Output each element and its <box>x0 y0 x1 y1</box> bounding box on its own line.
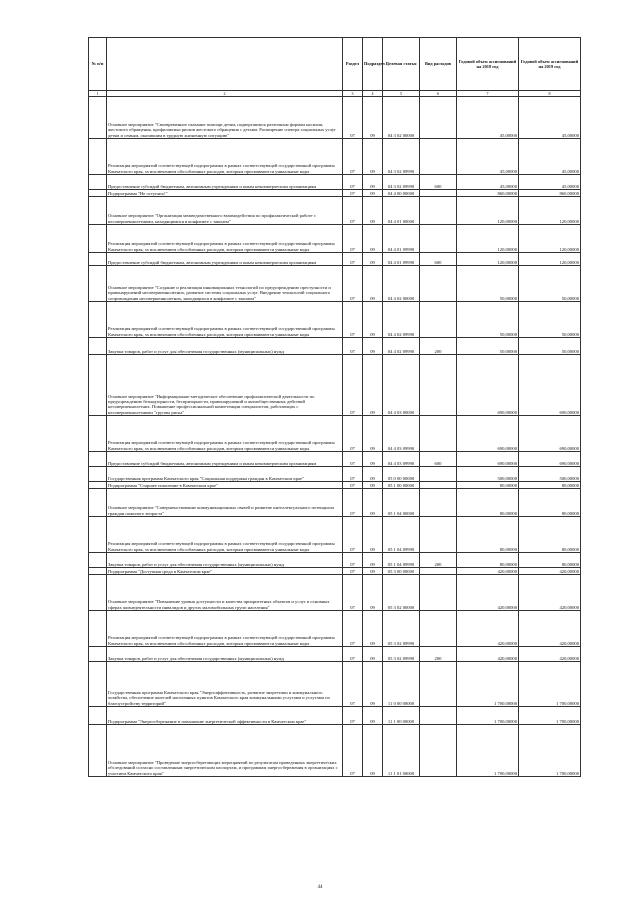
row-number <box>89 253 107 266</box>
row-value-2018: 80,00000 <box>457 482 519 489</box>
row-value-2019: 80,00000 <box>519 482 581 489</box>
row-target: 05 1 00 00000 <box>383 482 420 489</box>
table-row <box>89 302 581 338</box>
row-subsection: 09 <box>363 253 383 266</box>
row-subsection: 09 <box>363 647 383 662</box>
table-row <box>89 568 581 575</box>
row-section: 07 <box>343 517 363 553</box>
row-name: Реализация мероприятий соответствующей подпрограммы в рамках соответствующей государственной программы Камчатского края, за исключением обособленных расходов, которым присваиваются уникальные коды <box>107 611 343 647</box>
row-name: Реализация мероприятий соответствующей подпрограммы в рамках соответствующей государственной программы Камчатского края, за исключением обособленных расходов, которым присваиваются уникальные коды <box>107 517 343 553</box>
table-row <box>89 266 581 302</box>
row-target: 05 3 02 00000 <box>383 575 420 611</box>
row-subsection: 09 <box>363 489 383 517</box>
row-section: 07 <box>343 266 363 302</box>
colnum: 4 <box>363 91 383 97</box>
table-row <box>89 725 581 777</box>
row-subsection: 09 <box>363 416 383 452</box>
row-number <box>89 707 107 725</box>
row-name: Государственная программа Камчатского края "Социальная поддержка граждан в Камчатском крае" <box>107 467 343 482</box>
row-value-2019: 80,00000 <box>519 517 581 553</box>
row-number <box>89 302 107 338</box>
row-subsection: 09 <box>363 97 383 139</box>
row-subsection: 09 <box>363 467 383 482</box>
row-value-2018: 45,00000 <box>457 97 519 139</box>
row-value-2018: 45,00000 <box>457 139 519 175</box>
row-number <box>89 575 107 611</box>
row-section: 07 <box>343 467 363 482</box>
row-name: Реализация мероприятий соответствующей подпрограммы в рамках соответствующей государственной программы Камчатского края, за исключением обособленных расходов, которым присваиваются уникальные коды <box>107 302 343 338</box>
row-exptype <box>420 190 457 197</box>
row-target: 05 3 02 09990 <box>383 611 420 647</box>
row-section: 07 <box>343 662 363 707</box>
row-exptype: 200 <box>420 553 457 568</box>
row-value-2018: 690,00000 <box>457 355 519 416</box>
row-exptype <box>420 225 457 253</box>
row-exptype <box>420 517 457 553</box>
row-exptype: 600 <box>420 452 457 467</box>
row-value-2019: 690,00000 <box>519 355 581 416</box>
row-exptype <box>420 568 457 575</box>
row-subsection: 09 <box>363 190 383 197</box>
row-section: 07 <box>343 707 363 725</box>
row-value-2018: 50,00000 <box>457 302 519 338</box>
row-section: 07 <box>343 302 363 338</box>
row-exptype <box>420 482 457 489</box>
row-number <box>89 355 107 416</box>
row-subsection: 09 <box>363 338 383 355</box>
row-value-2018: 120,00000 <box>457 197 519 225</box>
row-name: Основное мероприятие "Повышение уровня доступности и качества приоритетных объектов и услуг в основных сферах жизнедеятельности инвалидов и других маломобильных групп населения" <box>107 575 343 611</box>
row-value-2018: 120,00000 <box>457 225 519 253</box>
row-name: Закупка товаров, работ и услуг для обеспечения государственных (муниципальных) нужд <box>107 338 343 355</box>
header-2019: Годовой объем ассигнований на 2019 год <box>519 38 581 91</box>
row-target: 05 3 02 09990 <box>383 647 420 662</box>
row-number <box>89 611 107 647</box>
colnum: 8 <box>519 91 581 97</box>
row-value-2018: 1 700,00000 <box>457 725 519 777</box>
row-number <box>89 489 107 517</box>
row-number <box>89 662 107 707</box>
row-section: 07 <box>343 355 363 416</box>
table-row <box>89 197 581 225</box>
row-number <box>89 197 107 225</box>
table-row <box>89 662 581 707</box>
budget-table <box>88 37 581 777</box>
row-exptype: 600 <box>420 175 457 190</box>
row-number <box>89 416 107 452</box>
table-row <box>89 467 581 482</box>
row-value-2018: 80,00000 <box>457 489 519 517</box>
row-exptype <box>420 662 457 707</box>
colnum: 7 <box>457 91 519 97</box>
header-num: № п/п <box>89 38 107 91</box>
row-name: Подпрограмма "Старшее поколение в Камчатском крае" <box>107 482 343 489</box>
row-target: 05 3 00 00000 <box>383 568 420 575</box>
row-name: Подпрограмма "Энергосбережение и повышение энергетической эффективности в Камчатском крае" <box>107 707 343 725</box>
row-value-2018: 420,00000 <box>457 611 519 647</box>
row-section: 07 <box>343 575 363 611</box>
row-section: 07 <box>343 197 363 225</box>
row-number <box>89 452 107 467</box>
row-value-2018: 50,00000 <box>457 266 519 302</box>
row-number <box>89 568 107 575</box>
row-number <box>89 175 107 190</box>
row-exptype <box>420 97 457 139</box>
table-row <box>89 355 581 416</box>
row-target: 04 4 01 00000 <box>383 197 420 225</box>
row-subsection: 09 <box>363 355 383 416</box>
header-target: Целевая статья <box>383 38 420 91</box>
row-section: 07 <box>343 97 363 139</box>
row-subsection: 09 <box>363 611 383 647</box>
row-name: Реализация мероприятий соответствующей подпрограммы в рамках соответствующей государственной программы Камчатского края, за исключением обособленных расходов, которым присваиваются уникальные коды <box>107 416 343 452</box>
row-value-2019: 80,00000 <box>519 489 581 517</box>
row-name: Государственная программа Камчатского края "Энергоэффективность, развитие энергетики и коммунального хозяйства, обеспечение жителей населенных пунктов Камчатского края коммунальными услугами и услугами по благоустройству территорий" <box>107 662 343 707</box>
row-subsection: 09 <box>363 707 383 725</box>
row-subsection: 09 <box>363 139 383 175</box>
header-row <box>89 38 581 91</box>
row-target: 11 1 01 00000 <box>383 725 420 777</box>
row-name: Реализация мероприятий соответствующей подпрограммы в рамках соответствующей государственной программы Камчатского края, за исключением обособленных расходов, которым присваиваются уникальные коды <box>107 225 343 253</box>
row-name: Основное мероприятие "Информационно-методическое обеспечение профилактической деятельности по предупреждению безнадзорности, беспризорности, правонарушений и антиобщественных действий несовершеннолетних. Повышение профессиональной компетенции специалистов, работающих с несовершеннолетними "группы риска" <box>107 355 343 416</box>
row-value-2018: 690,00000 <box>457 416 519 452</box>
row-value-2019: 1 700,00000 <box>519 662 581 707</box>
row-section: 07 <box>343 611 363 647</box>
row-target: 04 3 02 09990 <box>383 139 420 175</box>
row-target: 04 4 03 09990 <box>383 416 420 452</box>
row-exptype <box>420 707 457 725</box>
colnum: 1 <box>89 91 107 97</box>
colnum: 5 <box>383 91 420 97</box>
row-number <box>89 190 107 197</box>
row-section: 07 <box>343 725 363 777</box>
row-number <box>89 97 107 139</box>
row-exptype: 200 <box>420 338 457 355</box>
table-row <box>89 553 581 568</box>
row-exptype <box>420 725 457 777</box>
row-exptype <box>420 355 457 416</box>
row-section: 07 <box>343 175 363 190</box>
row-subsection: 09 <box>363 482 383 489</box>
table-row <box>89 452 581 467</box>
header-2018: Годовой объем ассигнований на 2018 год <box>457 38 519 91</box>
row-number <box>89 647 107 662</box>
row-exptype <box>420 197 457 225</box>
row-number <box>89 467 107 482</box>
table-body <box>89 97 581 777</box>
row-number <box>89 553 107 568</box>
row-value-2018: 860,00000 <box>457 190 519 197</box>
row-subsection: 09 <box>363 266 383 302</box>
row-value-2019: 120,00000 <box>519 253 581 266</box>
row-section: 07 <box>343 190 363 197</box>
row-number <box>89 482 107 489</box>
row-value-2018: 500,00000 <box>457 467 519 482</box>
row-value-2018: 420,00000 <box>457 575 519 611</box>
row-subsection: 09 <box>363 662 383 707</box>
row-section: 07 <box>343 253 363 266</box>
row-section: 07 <box>343 416 363 452</box>
row-subsection: 09 <box>363 302 383 338</box>
row-target: 04 4 02 09990 <box>383 338 420 355</box>
row-exptype <box>420 611 457 647</box>
row-name: Основное мероприятие "Совершенствование коммуникационных связей и развитие интеллектуального потенциала граждан пожилого возраста" <box>107 489 343 517</box>
row-target: 05 0 00 00000 <box>383 467 420 482</box>
row-name: Подпрограмма "Доступная среда в Камчатском крае" <box>107 568 343 575</box>
row-subsection: 09 <box>363 575 383 611</box>
table-row <box>89 611 581 647</box>
table-row <box>89 253 581 266</box>
row-target: 11 0 00 00000 <box>383 662 420 707</box>
row-name: Основное мероприятие "Своевременное оказание помощи детям, подвергшимся различным формам насилия, жестокого обращения, профилактика рисков жестокого обращения с детьми. Расширение спектра социальных услуг детям и семьям, оказавшим в трудную жизненную ситуацию" <box>107 97 343 139</box>
page-number: 44 <box>317 885 323 890</box>
row-target: 04 4 01 09990 <box>383 253 420 266</box>
row-target: 04 4 01 09990 <box>383 225 420 253</box>
row-exptype: 600 <box>420 253 457 266</box>
row-section: 07 <box>343 647 363 662</box>
row-subsection: 09 <box>363 452 383 467</box>
row-value-2018: 420,00000 <box>457 568 519 575</box>
row-value-2018: 120,00000 <box>457 253 519 266</box>
row-value-2019: 420,00000 <box>519 611 581 647</box>
colnum: 6 <box>420 91 457 97</box>
colnum: 2 <box>107 91 343 97</box>
row-target: 04 4 02 09990 <box>383 302 420 338</box>
row-subsection: 09 <box>363 197 383 225</box>
row-value-2019: 50,00000 <box>519 302 581 338</box>
row-target: 04 4 02 00000 <box>383 266 420 302</box>
row-exptype <box>420 139 457 175</box>
row-name: Закупка товаров, работ и услуг для обеспечения государственных (муниципальных) нужд <box>107 647 343 662</box>
row-value-2019: 420,00000 <box>519 647 581 662</box>
header-exptype: Вид расходов <box>420 38 457 91</box>
row-name: Предоставление субсидий бюджетным, автономным учреждениям и иным некоммерческим организациям <box>107 175 343 190</box>
table-row <box>89 647 581 662</box>
row-value-2019: 690,00000 <box>519 452 581 467</box>
row-subsection: 09 <box>363 725 383 777</box>
table-row <box>89 575 581 611</box>
row-number <box>89 338 107 355</box>
row-target: 04 3 02 09990 <box>383 175 420 190</box>
row-name: Предоставление субсидий бюджетным, автономным учреждениям и иным некоммерческим организациям <box>107 253 343 266</box>
row-exptype <box>420 266 457 302</box>
row-value-2019: 50,00000 <box>519 266 581 302</box>
table-row <box>89 517 581 553</box>
row-value-2019: 690,00000 <box>519 416 581 452</box>
row-name: Реализация мероприятий соответствующей подпрограммы в рамках соответствующей государственной программы Камчатского края, за исключением обособленных расходов, которым присваиваются уникальные коды <box>107 139 343 175</box>
table-row <box>89 338 581 355</box>
row-value-2019: 120,00000 <box>519 197 581 225</box>
row-exptype <box>420 575 457 611</box>
row-exptype <box>420 467 457 482</box>
row-target: 05 1 04 09990 <box>383 553 420 568</box>
row-number <box>89 139 107 175</box>
table-row <box>89 97 581 139</box>
row-section: 07 <box>343 225 363 253</box>
row-name: Предоставление субсидий бюджетным, автономным учреждениям и иным некоммерческим организациям <box>107 452 343 467</box>
row-value-2019: 420,00000 <box>519 568 581 575</box>
row-name: Основное мероприятие "Создание и реализация инновационных технологий по предупреждению преступности и правонарушений несовершеннолетних, развитие системы социальных услуг. Внедрение технологий социального сопровождения несовершеннолетних, находящихся в конфликте с законом" <box>107 266 343 302</box>
row-name: Закупка товаров, работ и услуг для обеспечения государственных (муниципальных) нужд <box>107 553 343 568</box>
row-number <box>89 266 107 302</box>
row-value-2018: 50,00000 <box>457 338 519 355</box>
row-value-2018: 1 700,00000 <box>457 707 519 725</box>
table-row <box>89 489 581 517</box>
row-value-2019: 1 700,00000 <box>519 725 581 777</box>
row-value-2019: 50,00000 <box>519 338 581 355</box>
header-subsection: Подраздел <box>363 38 383 91</box>
row-value-2019: 45,00000 <box>519 175 581 190</box>
row-name: Основное мероприятие "Проведение энергосберегающих мероприятий по результатам проведенных энергетических обследований согласно составленным энергетическим паспортам, и программам энергосбережения в организациях с участием Камчатского края" <box>107 725 343 777</box>
row-target: 04 4 00 00000 <box>383 190 420 197</box>
row-exptype <box>420 416 457 452</box>
row-target: 05 1 04 00000 <box>383 489 420 517</box>
row-subsection: 09 <box>363 568 383 575</box>
row-value-2019: 420,00000 <box>519 575 581 611</box>
row-target: 11 1 00 00000 <box>383 707 420 725</box>
row-value-2019: 80,00000 <box>519 553 581 568</box>
table-row <box>89 139 581 175</box>
colnum: 3 <box>343 91 363 97</box>
row-subsection: 09 <box>363 225 383 253</box>
table-row <box>89 482 581 489</box>
row-section: 07 <box>343 338 363 355</box>
row-subsection: 09 <box>363 553 383 568</box>
row-exptype <box>420 489 457 517</box>
row-value-2018: 45,00000 <box>457 175 519 190</box>
row-target: 04 4 03 00000 <box>383 355 420 416</box>
row-value-2019: 45,00000 <box>519 97 581 139</box>
row-value-2019: 1 700,00000 <box>519 707 581 725</box>
row-number <box>89 225 107 253</box>
table-row <box>89 175 581 190</box>
row-number <box>89 725 107 777</box>
row-target: 04 4 03 09990 <box>383 452 420 467</box>
row-value-2018: 80,00000 <box>457 553 519 568</box>
row-number <box>89 517 107 553</box>
table-row <box>89 707 581 725</box>
row-exptype <box>420 302 457 338</box>
row-target: 04 3 02 00000 <box>383 97 420 139</box>
row-value-2018: 420,00000 <box>457 647 519 662</box>
table-row <box>89 416 581 452</box>
row-value-2018: 80,00000 <box>457 517 519 553</box>
row-target: 05 1 04 09990 <box>383 517 420 553</box>
header-section: Раздел <box>343 38 363 91</box>
header-name <box>107 38 343 91</box>
table-row <box>89 190 581 197</box>
row-subsection: 09 <box>363 175 383 190</box>
row-value-2019: 500,00000 <box>519 467 581 482</box>
row-value-2019: 120,00000 <box>519 225 581 253</box>
row-section: 07 <box>343 489 363 517</box>
row-section: 07 <box>343 139 363 175</box>
row-value-2019: 860,00000 <box>519 190 581 197</box>
row-section: 07 <box>343 482 363 489</box>
table-row <box>89 225 581 253</box>
row-name: Подпрограмма "Не оступись!" <box>107 190 343 197</box>
row-value-2019: 45,00000 <box>519 139 581 175</box>
row-section: 07 <box>343 553 363 568</box>
row-value-2018: 690,00000 <box>457 452 519 467</box>
row-section: 07 <box>343 452 363 467</box>
row-value-2018: 1 700,00000 <box>457 662 519 707</box>
row-subsection: 09 <box>363 517 383 553</box>
row-section: 07 <box>343 568 363 575</box>
row-name: Основное мероприятие "Организация межведомственного взаимодействия по профилактической работе с несовершеннолетними, находящимися в конфликте с законом" <box>107 197 343 225</box>
row-exptype: 200 <box>420 647 457 662</box>
